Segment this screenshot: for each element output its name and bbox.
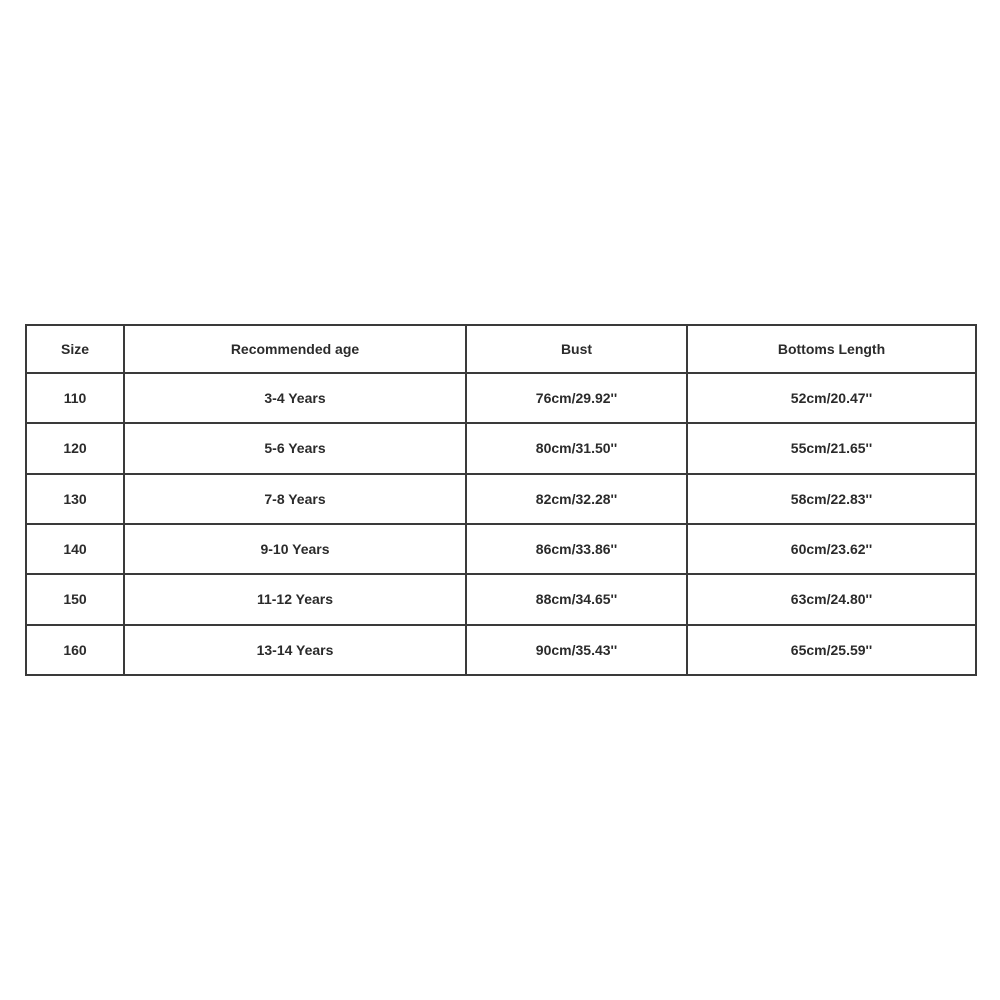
cell-bust: 88cm/34.65'' bbox=[466, 574, 687, 624]
cell-bust: 80cm/31.50'' bbox=[466, 423, 687, 473]
cell-age: 3-4 Years bbox=[124, 373, 466, 423]
cell-bottoms-length: 63cm/24.80'' bbox=[687, 574, 976, 624]
cell-bottoms-length: 60cm/23.62'' bbox=[687, 524, 976, 574]
cell-size: 110 bbox=[26, 373, 124, 423]
table-row bbox=[26, 373, 976, 423]
cell-size: 140 bbox=[26, 524, 124, 574]
cell-bottoms-length: 58cm/22.83'' bbox=[687, 474, 976, 524]
cell-bust: 90cm/35.43'' bbox=[466, 625, 687, 675]
cell-bust: 82cm/32.28'' bbox=[466, 474, 687, 524]
cell-age: 13-14 Years bbox=[124, 625, 466, 675]
cell-bust: 86cm/33.86'' bbox=[466, 524, 687, 574]
cell-bust: 76cm/29.92'' bbox=[466, 373, 687, 423]
cell-bottoms-length: 52cm/20.47'' bbox=[687, 373, 976, 423]
header-bust: Bust bbox=[466, 325, 687, 373]
cell-size: 160 bbox=[26, 625, 124, 675]
table-row bbox=[26, 574, 976, 624]
header-size: Size bbox=[26, 325, 124, 373]
cell-size: 120 bbox=[26, 423, 124, 473]
table-row bbox=[26, 524, 976, 574]
cell-bottoms-length: 55cm/21.65'' bbox=[687, 423, 976, 473]
size-chart-table bbox=[25, 324, 977, 676]
cell-size: 150 bbox=[26, 574, 124, 624]
cell-size: 130 bbox=[26, 474, 124, 524]
table-row bbox=[26, 474, 976, 524]
cell-age: 9-10 Years bbox=[124, 524, 466, 574]
table-row bbox=[26, 625, 976, 675]
cell-bottoms-length: 65cm/25.59'' bbox=[687, 625, 976, 675]
cell-age: 5-6 Years bbox=[124, 423, 466, 473]
cell-age: 7-8 Years bbox=[124, 474, 466, 524]
header-recommended-age: Recommended age bbox=[124, 325, 466, 373]
table-row bbox=[26, 423, 976, 473]
cell-age: 11-12 Years bbox=[124, 574, 466, 624]
header-bottoms-length: Bottoms Length bbox=[687, 325, 976, 373]
header-row bbox=[26, 325, 976, 373]
